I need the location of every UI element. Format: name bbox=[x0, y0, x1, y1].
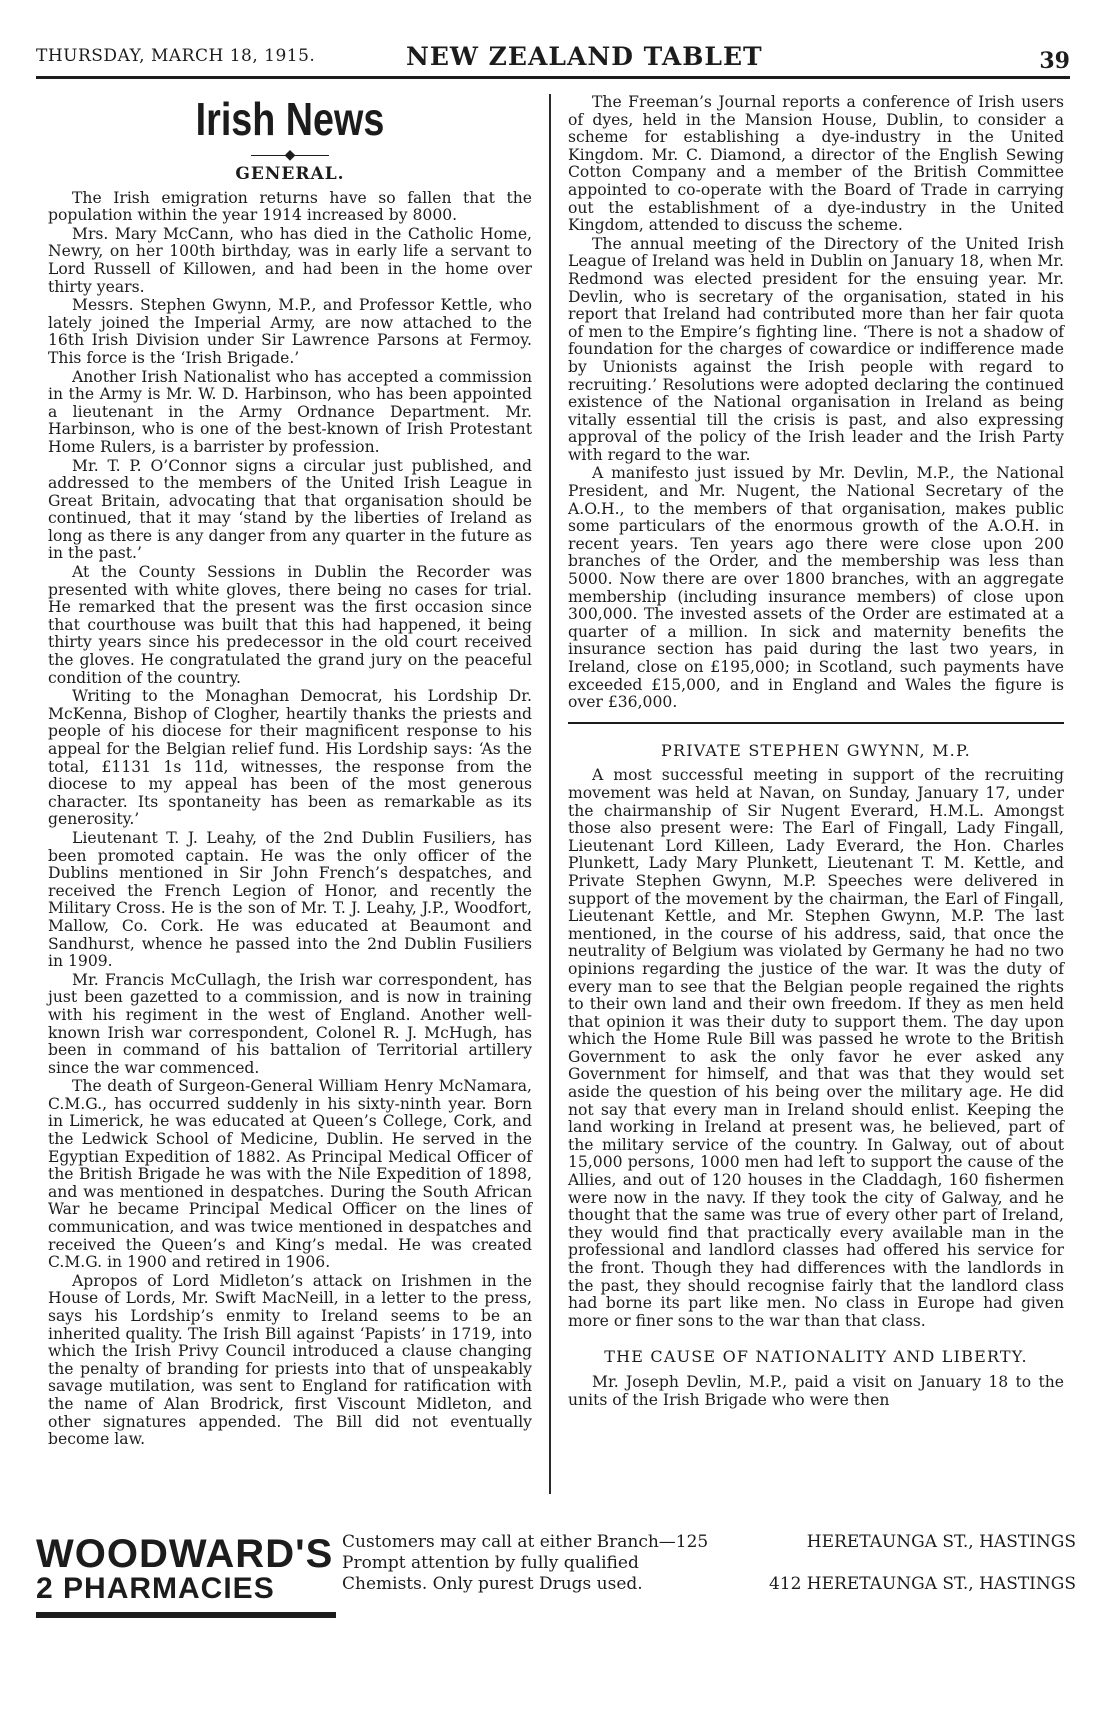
advert-underline bbox=[36, 1612, 336, 1618]
advertisement-footer bbox=[36, 1528, 1076, 1698]
advert-text bbox=[342, 1532, 1076, 1595]
section-heading: GENERAL. bbox=[235, 164, 345, 184]
diamond-icon: ◆ bbox=[284, 147, 296, 163]
article-paragraph: Mr. T. P. O’Connor signs a circular just published, and addressed to the members of the United Irish League in Great Britain, advocating that that organisation should be continued, that it may ‘stand by the liberties of Ireland as long as there is any danger from any quarter in the future as in the past.’ bbox=[48, 456, 532, 563]
left-column bbox=[48, 94, 532, 1450]
advert-line bbox=[342, 1532, 1076, 1553]
advert-line bbox=[342, 1553, 1076, 1574]
ornament-rule-left bbox=[251, 155, 285, 156]
article-paragraph: Mr. Joseph Devlin, M.P., paid a visit on January 18 to the units of the Irish Brigade who were then bbox=[568, 1372, 1064, 1409]
advert-brand: WOODWARD'S bbox=[36, 1532, 334, 1576]
subheading-nationality: THE CAUSE OF NATIONALITY AND LIBERTY. bbox=[604, 1347, 1028, 1367]
subheading-gwynn: PRIVATE STEPHEN GWYNN, M.P. bbox=[661, 740, 971, 760]
article-paragraph: At the County Sessions in Dublin the Recorder was presented with white gloves, there being no cases for trial. He remarked that the present was the first occasion since that courthouse was built that this had happened, it being thirty years since his predecessor in the old court received the gloves. He congratulated the grand jury on the peaceful condition of the country. bbox=[48, 563, 532, 687]
advert-line-left: Customers may call at either Branch—125 bbox=[342, 1532, 709, 1552]
title-ornament bbox=[48, 148, 532, 162]
paper-title: NEW ZEALAND TABLET bbox=[406, 42, 763, 71]
article-paragraph: The Irish emigration returns have so fallen that the population within the year 1914 increased by 8000. bbox=[48, 188, 532, 225]
article-paragraph: A manifesto just issued by Mr. Devlin, M.P., the National President, and Mr. Nugent, the National Secretary of the A.O.H., to the members of that organisation, makes public some particulars of the enormous growth of the A.O.H. in recent years. Ten years ago there were close upon 200 branches of the Order, and the membership was less than 5000. Now there are over 1800 branches, with an aggregate membership (including insurance members) of close upon 300,000. The invested assets of the Order are estimated at a quarter of a million. In sick and maternity benefits the insurance section has paid during the last two years, in Ireland, close on £195,000; in Scotland, such payments have exceeded £15,000, and in England and Wales the figure is over £36,000. bbox=[568, 464, 1064, 712]
article-paragraph: The death of Surgeon-General William Henry McNamara, C.M.G., has occurred suddenly in his sixty-ninth year. Born in Limerick, he was educated at Queen’s College, Cork, and the Ledwick School of Medicine, Dublin. He served in the Egyptian Expedition of 1882. As Principal Medical Officer of the British Brigade he was with the Nile Expedition of 1898, and was mentioned in despatches. During the South African War he became Principal Medical Officer on the lines of communication, and was twice mentioned in despatches and received the Queen’s and King’s medal. He was created C.M.G. in 1900 and retired in 1906. bbox=[48, 1077, 532, 1272]
advert-line-left: Prompt attention by fully qualified bbox=[342, 1553, 639, 1573]
article-paragraph: Another Irish Nationalist who has accepted a commission in the Army is Mr. W. D. Harbinson, who has been appointed a lieutenant in the Army Ordnance Department. Mr. Harbinson, who is one of the best-known of Irish Protestant Home Rulers, is a barrister by profession. bbox=[48, 367, 532, 456]
article-paragraph: Mrs. Mary McCann, who has died in the Catholic Home, Newry, on her 100th birthday, was in early life a servant to Lord Russell of Killowen, and had been in the home over thirty years. bbox=[48, 224, 532, 296]
advert-line-left: Chemists. Only purest Drugs used. bbox=[342, 1574, 643, 1594]
page-number: 39 bbox=[1039, 48, 1070, 74]
advert-line bbox=[342, 1574, 1076, 1595]
article-paragraph: The annual meeting of the Directory of the United Irish League of Ireland was held in Dublin on January 18, when Mr. Redmond was elected president for the ensuing year. Mr. Devlin, who is secretary of the organisation, stated in his report that Ireland had contributed more than her fair quota of men to the Empire’s fighting line. ‘There is not a shadow of foundation for the charges of cowardice or indifference made by Unionists against the Irish people with regard to recruiting.’ Resolutions were adopted declaring the continued existence of the National organisation in Ireland as being vitally essential till the crisis is past, and also expressing approval of the policy of the Irish leader and the Irish Party with regard to the war. bbox=[568, 234, 1064, 464]
advert-line-right: HERETAUNGA ST., HASTINGS bbox=[806, 1532, 1076, 1552]
issue-date: THURSDAY, MARCH 18, 1915. bbox=[36, 46, 316, 66]
masthead bbox=[36, 40, 1070, 79]
article-paragraph: Messrs. Stephen Gwynn, M.P., and Professor Kettle, who lately joined the Imperial Army, are now attached to the 16th Irish Division under Sir Lawrence Parsons at Fermoy. This force is the ‘Irish Brigade.’ bbox=[48, 296, 532, 367]
right-column bbox=[568, 94, 1064, 1410]
advert-brand-sub: 2 PHARMACIES bbox=[36, 1572, 275, 1605]
article-paragraph: Mr. Francis McCullagh, the Irish war correspondent, has just been gazetted to a commission, and is now in training with his regiment in the west of England. Another well-known Irish war correspondent, Colonel R. J. McHugh, has been in command of his battalion of Territorial artillery since the war commenced. bbox=[48, 970, 532, 1077]
article-paragraph: Apropos of Lord Midleton’s attack on Irishmen in the House of Lords, Mr. Swift MacNeill, in a letter to the press, says his Lordship’s enmity to Ireland seems to be an inherited quality. The Irish Bill against ‘Papists’ in 1719, into which the Irish Privy Council introduced a clause changing the penalty of branding for priests into that of unspeakably savage mutilation, was sent to England for ratification with the name of Alan Brodrick, first Viscount Midleton, and other signatures appended. The Bill did not eventually become law. bbox=[48, 1271, 532, 1449]
article-paragraph: The Freeman’s Journal reports a conference of Irish users of dyes, held in the Mansion House, Dublin, to consider a scheme for establishing a dye-industry in the United Kingdom. Mr. C. Diamond, a director of the English Sewing Cotton Company and a member of the British Committee appointed to co-operate with the Board of Trade in carrying out the establishment of a dye-industry in the United Kingdom, attended to discuss the scheme. bbox=[568, 93, 1064, 235]
advert-line-right: 412 HERETAUNGA ST., HASTINGS bbox=[768, 1574, 1076, 1594]
article-rule bbox=[568, 722, 1064, 724]
ornament-rule-right bbox=[295, 155, 329, 156]
article-paragraph: Writing to the Monaghan Democrat, his Lordship Dr. McKenna, Bishop of Clogher, heartily thanks the priests and people of his diocese for their magnificent response to his appeal for the Belgian relief fund. His Lordship says: ‘As the total, £1131 1s 11d, witnesses, the response from the diocese to my appeal has been of the most generous character. Its spontaneity has been as remarkable as its generosity.’ bbox=[48, 687, 532, 829]
section-title: Irish News bbox=[195, 93, 385, 145]
article-paragraph: A most successful meeting in support of the recruiting movement was held at Navan, on Sunday, January 17, under the chairmanship of Sir Nugent Everard, H.M.L. Amongst those also present were: The Earl of Fingall, Lady Fingall, Lieutenant Lord Killeen, Lady Everard, the Hon. Charles Plunkett, Lady Mary Plunkett, Lieutenant T. M. Kettle, and Private Stephen Gwynn, M.P. Speeches were delivered in support of the movement by the chairman, the Earl of Fingall, Lieutenant Kettle, and Mr. Stephen Gwynn, M.P. The last mentioned, in the course of his address, said, that once the neutrality of Belgium was violated by Germany he had no two opinions regarding the justice of the war. It was the duty of every man to see that the Belgian people regained the rights to their own land and their own freedom. If they as men held that opinion it was their duty to support them. The day upon which the Home Rule Bill was passed he wrote to the British Government to ask the only favor he ever asked any Government for himself, and that was that they would set aside the question of his being over the military age. He did not say that every man in Ireland should enlist. Keeping the land working in Ireland at present was, he believed, part of the military service of the country. In Galway, out of about 15,000 persons, 1000 men had left to support the cause of the Allies, and out of 120 houses in the Claddagh, 160 fishermen were now in the navy. If they took the city of Galway, and he thought that the same was true of every other part of Ireland, they would find that practically every available man in the professional and landlord classes had offered his service for the front. Though they had differences with the landlords in the past, they should recognise fairly that the landlord class had borne its part like men. No class in Europe had given more or finer sons to the war than that class. bbox=[568, 766, 1064, 1330]
article-paragraph: Lieutenant T. J. Leahy, of the 2nd Dublin Fusiliers, has been promoted captain. He was the only officer of the Dublins mentioned in Sir John French’s despatches, and received the French Legion of Honor, and recently the Military Cross. He is the son of Mr. T. J. Leahy, J.P., Woodfort, Mallow, Co. Cork. He was educated at Beaumont and Sandhurst, whence he passed into the 2nd Dublin Fusiliers in 1909. bbox=[48, 828, 532, 971]
column-divider bbox=[549, 94, 551, 1494]
